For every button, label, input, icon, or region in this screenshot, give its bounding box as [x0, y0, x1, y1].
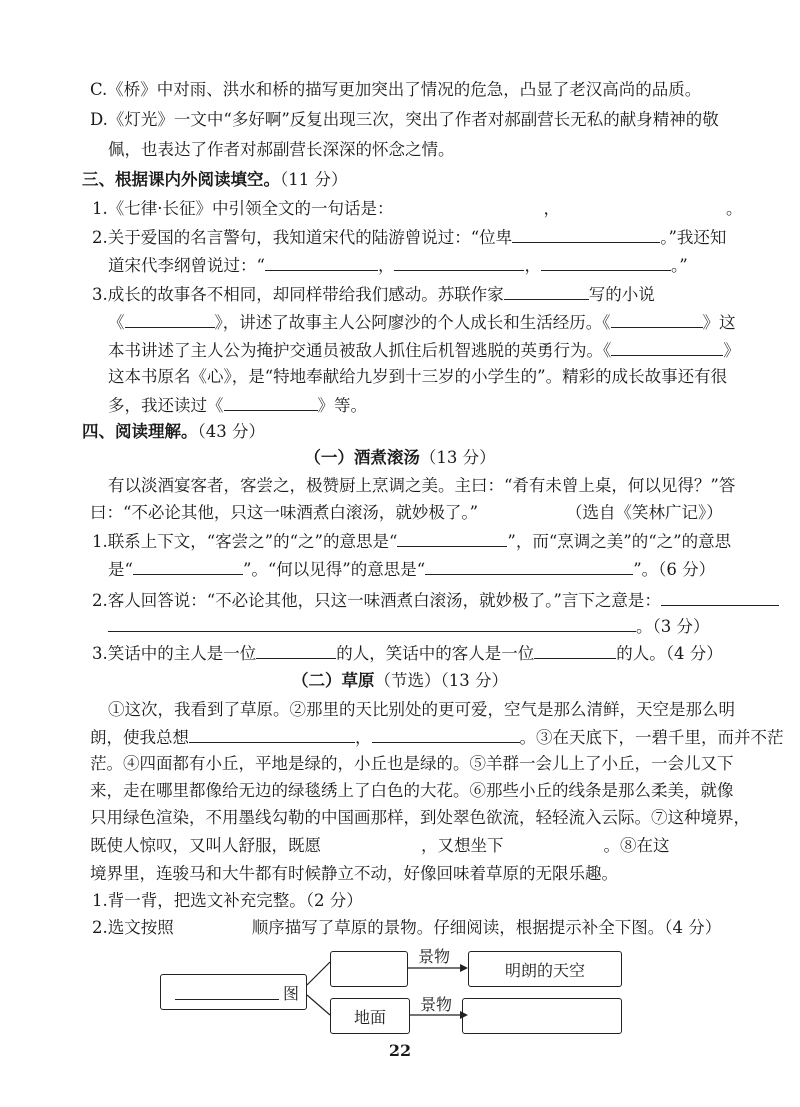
- q3-2-text-b: 。”我还知: [660, 228, 727, 247]
- q3-2-text-a: 2.关于爱国的名言警句，我知道宋代的陆游曾说过：“位卑: [92, 228, 513, 247]
- p2-q1: 1.背一背，把选文补充完整。（2 分）: [92, 891, 363, 910]
- q3-3-bracket: 《: [108, 313, 125, 332]
- diagram-left-suffix: 图: [283, 983, 300, 1003]
- passage-2-text-6b: ，又想坐下: [421, 836, 504, 855]
- section-3-score: （11 分）: [280, 170, 348, 189]
- diagram-label-bottom: 景物: [420, 995, 453, 1014]
- passage-2-text-5: 只用绿色渲染，不用墨线勾勒的中国画那样，到处翠色欲流，轻轻流入云际。⑦这种境界，: [90, 808, 750, 827]
- p1-q1-text-c: 是“: [108, 560, 133, 579]
- p1-q1-text-b: ”，而“烹调之美”的“之”的意思: [507, 532, 732, 551]
- passage-2-score: （13 分）: [440, 671, 508, 690]
- diagram-box-bottom-left: [330, 998, 410, 1034]
- page-number: 22: [388, 1041, 412, 1060]
- connector-upper: [307, 962, 330, 985]
- diagram-ground-label: 地面: [353, 1007, 386, 1027]
- passage-1-text-1: 有以淡酒宴客者，客尝之，极赞厨上烹调之美。主曰：“肴有未曾上桌，何以见得？”答: [108, 476, 736, 495]
- q3-1-text: 1.《七律·长征》中引领全文的一句话是：: [92, 199, 394, 218]
- q3-2-comma-1: ，: [377, 256, 395, 275]
- passage-2-text-7: 境界里，连骏马和大牛都有时候静立不动，好像回味着草原的无限乐趣。: [90, 864, 618, 883]
- passage-1-score: （13 分）: [419, 448, 496, 467]
- p1-q2-score: 。（3 分）: [636, 617, 710, 636]
- p1-q3-text-b: 的人，笑话中的客人是一位: [336, 644, 535, 663]
- section-3-title: 三、根据课内外阅读填空。: [82, 170, 280, 189]
- passage-1-source: （选自《笑林广记》）: [566, 503, 723, 522]
- passage-1-text-2: 曰：“不必论其他，只这一味酒煮白滚汤，就妙极了。”: [90, 503, 479, 522]
- diagram-box-top-right: [468, 951, 622, 987]
- q3-2-end: 。”: [670, 256, 688, 275]
- p1-q1-text-d: ”。“何以见得”的意思是“: [242, 560, 426, 579]
- q3-3-text-e: 》这: [702, 313, 736, 332]
- diagram-box-top-left[interactable]: [330, 951, 408, 987]
- passage-1-title: （一）酒煮滚汤: [304, 448, 420, 467]
- passage-2-text-4: 来，走在哪里都像给无边的绿毯绣上了白色的大花。⑥那些小丘的线条是那么柔美，就像: [90, 781, 734, 800]
- connector-lower: [307, 995, 330, 1015]
- p1-q3-text-c: 的人。（4 分）: [616, 644, 723, 663]
- q3-3-text-d: 》，讲述了故事主人公阿廖沙的个人成长和生活经历。《: [214, 313, 611, 332]
- passage-2-text-2c: 。③在天底下，一碧千里，而并不茫: [519, 728, 784, 747]
- passage-2-comma: ，: [355, 728, 372, 747]
- diagram-box-left: [160, 974, 307, 1010]
- section-4-score: （43 分）: [197, 422, 265, 441]
- passage-2-text-3: 茫。④四面都有小丘，平地是绿的，小丘也是绿的。⑤羊群一会儿上了小丘，一会儿又下: [90, 754, 734, 773]
- passage-2-subtitle: （节选）: [374, 671, 441, 690]
- passage-2-text-6a: 既使人惊叹，又叫人舒服，既愿: [90, 836, 321, 855]
- q3-2-comma-2: ，: [524, 256, 541, 275]
- q3-3-text-b: 写的小说: [588, 285, 655, 304]
- p1-q1-text-e: ”。（6 分）: [633, 560, 716, 579]
- option-c: C.《桥》中对雨、洪水和桥的描写更加突出了情况的危急，凸显了老汉高尚的品质。: [90, 80, 702, 99]
- q3-3-text-g: 》: [723, 341, 740, 360]
- q3-3-text-f: 本书讲述了主人公为掩护交通员被敌人抓住后机智逃脱的英勇行为。《: [108, 341, 612, 360]
- diagram-sky-label: 明朗的天空: [504, 960, 585, 980]
- p2-q2-text-b: 顺序描写了草原的景物。仔细阅读，根据提示补全下图。（4 分）: [251, 918, 722, 937]
- q3-3-text-i: 多，我还读过《: [108, 396, 224, 415]
- passage-2-text-1: ①这次，我看到了草原。②那里的天比别处的更可爱，空气是那么清鲜，天空是那么明: [108, 700, 735, 719]
- q3-1-comma: ，: [543, 199, 560, 218]
- section-4-title: 四、阅读理解。: [82, 422, 198, 441]
- passage-2-title: （二）草原: [292, 671, 375, 690]
- diagram-label-top: 景物: [418, 947, 451, 966]
- diagram-box-bottom-right[interactable]: [462, 998, 622, 1034]
- arrow-top-head: [460, 964, 468, 972]
- passage-2-text-6c: 。⑧在这: [603, 836, 670, 855]
- option-d-line2: 佩，也表达了作者对郝副营长深深的怀念之情。: [108, 140, 455, 159]
- q3-2-text-c: 道宋代李纲曾说过：“: [108, 256, 265, 275]
- passage-2-text-2a: 朗，使我总想: [90, 728, 189, 747]
- p2-q2-text-a: 2.选文按照: [92, 918, 174, 937]
- p1-q1-text-a: 1.联系上下文，“客尝之”的“之”的意思是“: [92, 532, 398, 551]
- p1-q2-text: 2.客人回答说：“不必论其他，只这一味酒煮白滚汤，就妙极了。”言下之意是：: [92, 591, 661, 610]
- p1-q3-text-a: 3.笑话中的主人是一位: [92, 644, 257, 663]
- q3-3-line4: 这本书原名《心》，是“特地奉献给九岁到十三岁的小学生的”。精彩的成长故事还有很: [108, 367, 728, 386]
- q3-3-text-a: 3.成长的故事各不相同，却同样带给我们感动。苏联作家: [92, 285, 504, 304]
- option-d-line1: D.《灯光》一文中“多好啊”反复出现三次，突出了作者对郝副营长无私的献身精神的敬: [90, 110, 719, 129]
- q3-1-period: 。: [726, 199, 743, 218]
- diagram-blank-left[interactable]: [175, 985, 279, 1000]
- q3-3-text-j: 》等。: [317, 396, 367, 415]
